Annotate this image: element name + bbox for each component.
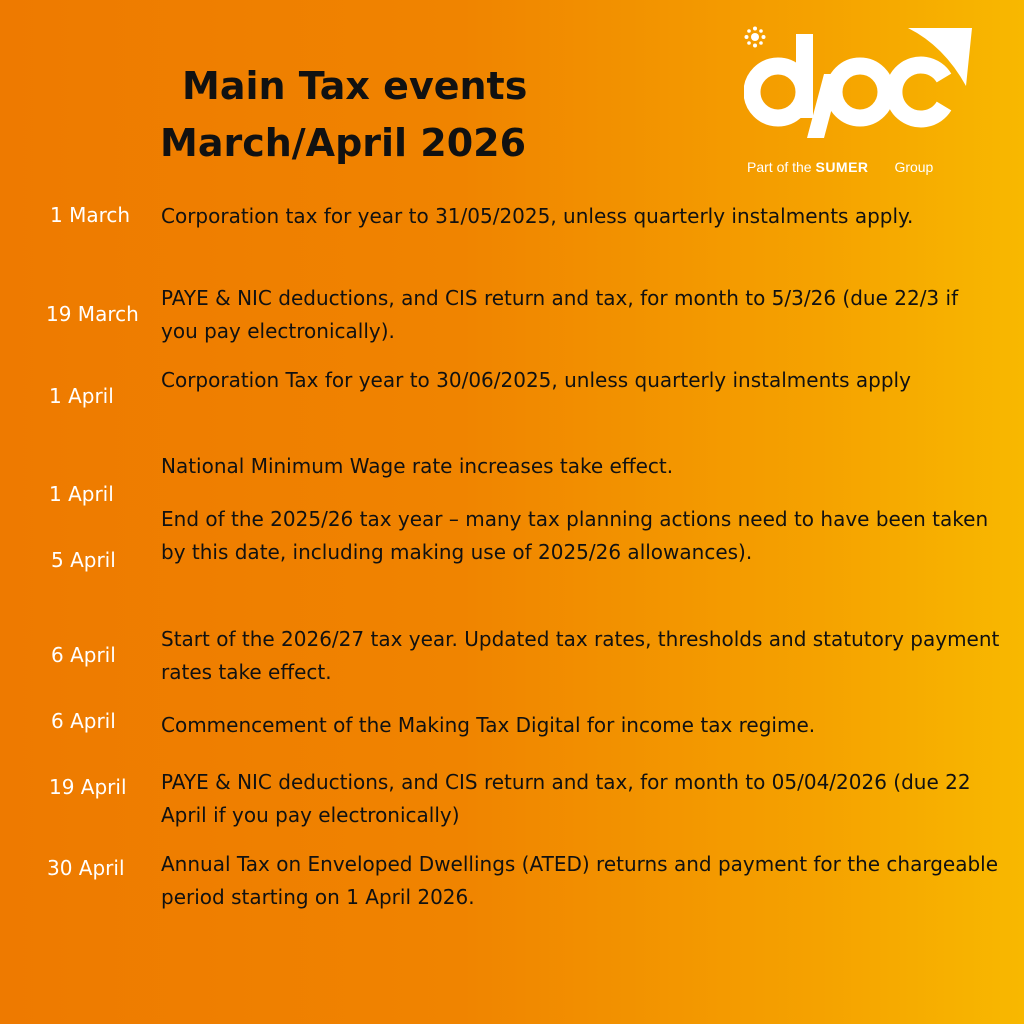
event-date: 5 April: [51, 548, 116, 572]
logo-letter-d-stem: [796, 34, 813, 118]
title-line-1: Main Tax events: [182, 64, 528, 108]
page-title: [160, 58, 580, 172]
event-date: 1 April: [49, 482, 114, 506]
event-description: Corporation Tax for year to 30/06/2025, unless quarterly instalments apply: [161, 368, 911, 392]
event-description: End of the 2025/26 tax year – many tax planning actions need to have been taken by this date, including making use of 2025/26 allowances).: [161, 507, 989, 564]
tagline-prefix: Part of the: [747, 159, 812, 175]
logo-tagline: [747, 159, 933, 175]
event-description: PAYE & NIC deductions, and CIS return and tax, for month to 5/3/26 (due 22/3 if you pay electronically).: [161, 286, 959, 343]
event-description: National Minimum Wage rate increases take effect.: [161, 454, 674, 478]
dpc-logo: [744, 26, 980, 184]
event-date: 6 April: [51, 643, 116, 667]
event-date: 19 March: [46, 302, 139, 326]
event-date: 6 April: [51, 709, 116, 733]
sumer-star-icon: [744, 26, 766, 48]
dpc-wordmark-graphic: [744, 26, 980, 146]
event-description: Start of the 2026/27 tax year. Updated tax rates, thresholds and statutory payment rates take effect.: [161, 627, 1000, 684]
event-date: 19 April: [49, 775, 127, 799]
logo-letter-c: [894, 65, 944, 119]
event-date: 30 April: [47, 856, 125, 880]
tagline-suffix: Group: [894, 159, 934, 175]
event-date: 1 April: [49, 384, 114, 408]
event-description: PAYE & NIC deductions, and CIS return and tax, for month to 05/04/2026 (due 22 April if you pay electronically): [161, 770, 971, 827]
tagline-brand: SUMER: [815, 159, 869, 175]
title-line-2: March/April 2026: [160, 121, 527, 165]
event-description: Commencement of the Making Tax Digital for income tax regime.: [161, 713, 816, 737]
event-description: Corporation tax for year to 31/05/2025, unless quarterly instalments apply.: [161, 204, 914, 228]
event-description: Annual Tax on Enveloped Dwellings (ATED) returns and payment for the chargeable period starting on 1 April 2026.: [161, 852, 999, 909]
event-date: 1 March: [50, 203, 131, 227]
logo-letter-p-bowl: [834, 66, 886, 118]
